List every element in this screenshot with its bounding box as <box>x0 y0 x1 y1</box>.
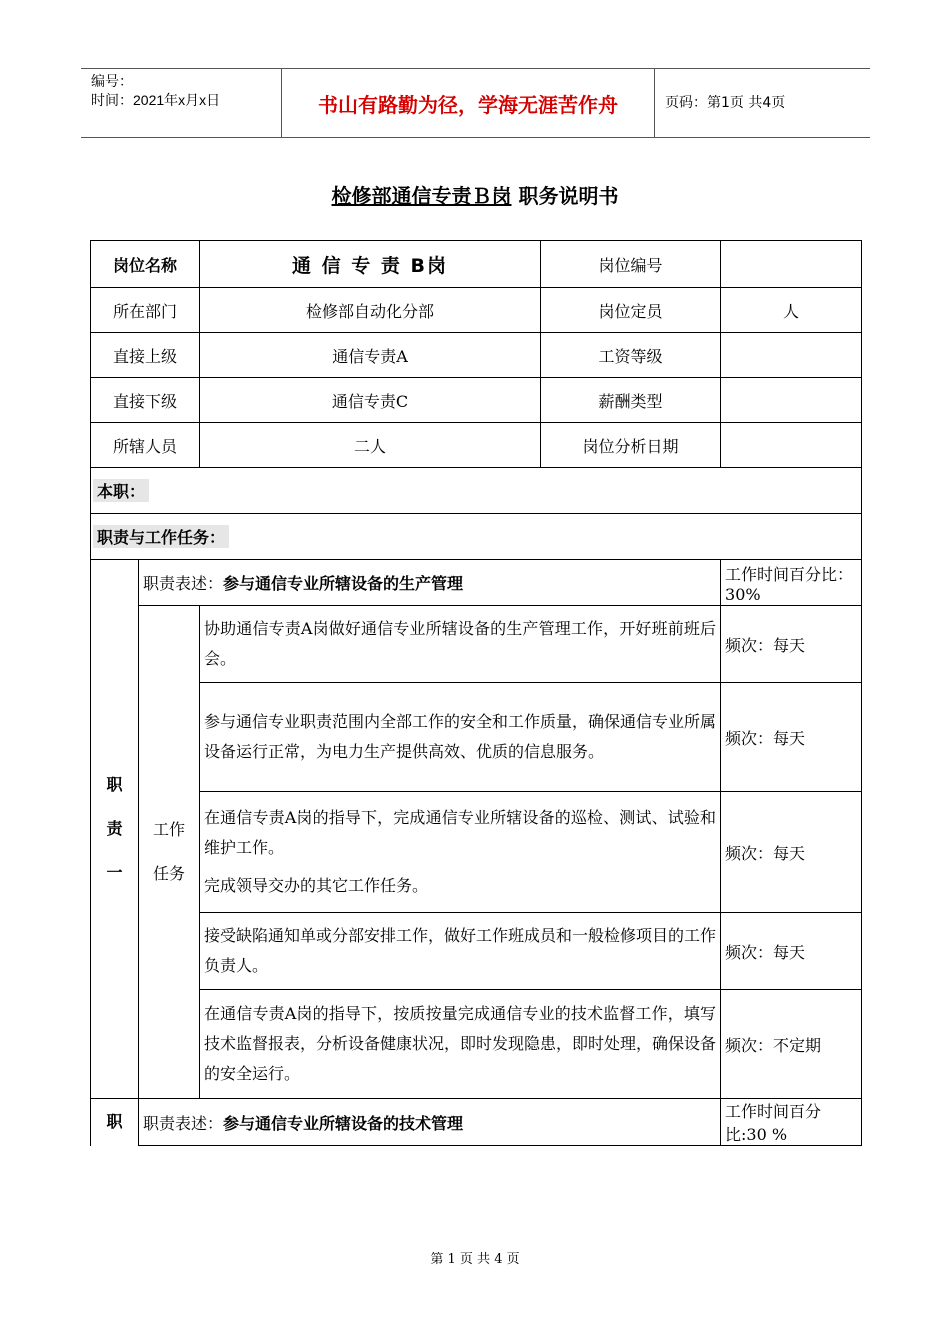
task-text: 在通信专责A岗的指导下，完成通信专业所辖设备的巡检、测试、试验和维护工作。 <box>204 808 717 857</box>
info-value <box>721 241 862 288</box>
tasks-row <box>91 514 862 560</box>
duty-one-char: 责 <box>106 819 123 838</box>
header-motto: 书山有路勤为径，学海无涯苦作舟 <box>318 93 618 117</box>
info-label: 岗位编号 <box>541 241 721 288</box>
task-frequency: 频次：每天 <box>721 606 862 683</box>
duty-one-percent: 工作时间百分比：30% <box>721 560 862 606</box>
info-label: 直接下级 <box>91 378 200 423</box>
header-page-info: 页码：第1页 共4页 <box>665 95 786 111</box>
page-header <box>81 68 870 138</box>
task-row <box>91 606 862 683</box>
duty-one-label <box>91 560 139 1099</box>
info-row <box>91 423 862 468</box>
desc-prefix: 职责表述： <box>143 574 224 593</box>
info-row <box>91 241 862 288</box>
info-value <box>721 378 862 423</box>
duty-two-label: 职 <box>91 1099 139 1146</box>
task-row <box>91 792 862 913</box>
time-label: 时间：2021年x月x日 <box>91 92 221 108</box>
duty-row <box>91 468 862 514</box>
duty-two-percent: 工作时间百分比:30 % <box>721 1099 862 1146</box>
task-row <box>91 683 862 792</box>
document-title <box>0 180 950 209</box>
info-label: 工资等级 <box>541 333 721 378</box>
desc-prefix: 职责表述： <box>143 1113 224 1133</box>
task-frequency: 频次：每天 <box>721 792 862 913</box>
task-label <box>139 606 200 1099</box>
task-text: 在通信专责A岗的指导下，按质按量完成通信专业的技术监督工作，填写技术监督报表，分析设备健康状况，即时发现隐患，即时处理，确保设备的安全运行。 <box>200 990 721 1099</box>
task-frequency: 频次：每天 <box>721 913 862 990</box>
job-description-table <box>90 240 862 1146</box>
number-label: 编号： <box>91 73 133 89</box>
task-text-extra: 完成领导交办的其它工作任务。 <box>204 876 429 895</box>
info-value: 二人 <box>200 423 541 468</box>
duty-one-char: 职 <box>106 775 123 794</box>
title-suffix: 职务说明书 <box>511 184 619 208</box>
header-divider <box>654 69 655 137</box>
info-value: 通信专责C <box>200 378 541 423</box>
task-label-line: 任务 <box>153 864 186 883</box>
task-frequency: 频次：不定期 <box>721 990 862 1099</box>
task-row <box>91 990 862 1099</box>
info-label: 所在部门 <box>91 288 200 333</box>
task-text: 参与通信专业职责范围内全部工作的安全和工作质量，确保通信专业所属设备运行正常，为电力生产提供高效、优质的信息服务。 <box>200 683 721 792</box>
info-value: 通信专责A <box>200 333 541 378</box>
info-value: 人 <box>721 288 862 333</box>
task-row <box>91 913 862 990</box>
info-value <box>721 423 862 468</box>
desc-text: 参与通信专业所辖设备的生产管理 <box>223 574 464 593</box>
info-value: 检修部自动化分部 <box>200 288 541 333</box>
task-label-line: 工作 <box>153 820 186 839</box>
info-value: 通 信 专 责 B岗 <box>200 241 541 288</box>
info-value <box>721 333 862 378</box>
title-main: 检修部通信专责Ｂ岗 <box>331 184 512 208</box>
duty-description-row <box>91 1099 862 1146</box>
info-label: 岗位定员 <box>541 288 721 333</box>
header-meta <box>81 69 281 137</box>
info-label: 直接上级 <box>91 333 200 378</box>
task-text: 协助通信专责A岗做好通信专业所辖设备的生产管理工作，开好班前班后会。 <box>200 606 721 683</box>
task-text: 接受缺陷通知单或分部安排工作，做好工作班成员和一般检修项目的工作负责人。 <box>200 913 721 990</box>
info-row <box>91 378 862 423</box>
duty-one-char: 一 <box>106 863 123 882</box>
duty-label: 本职： <box>93 479 149 502</box>
duty-two-description <box>139 1099 721 1146</box>
info-label: 岗位分析日期 <box>541 423 721 468</box>
info-row <box>91 288 862 333</box>
page-footer: 第 1 页 共 4 页 <box>430 1252 520 1267</box>
task-frequency: 频次：每天 <box>721 683 862 792</box>
info-label: 岗位名称 <box>91 241 200 288</box>
tasks-label: 职责与工作任务： <box>93 525 229 548</box>
info-row <box>91 333 862 378</box>
desc-text: 参与通信专业所辖设备的技术管理 <box>223 1113 464 1133</box>
info-label: 所辖人员 <box>91 423 200 468</box>
info-label: 薪酬类型 <box>541 378 721 423</box>
duty-description-row <box>91 560 862 606</box>
duty-one-description <box>139 560 721 606</box>
